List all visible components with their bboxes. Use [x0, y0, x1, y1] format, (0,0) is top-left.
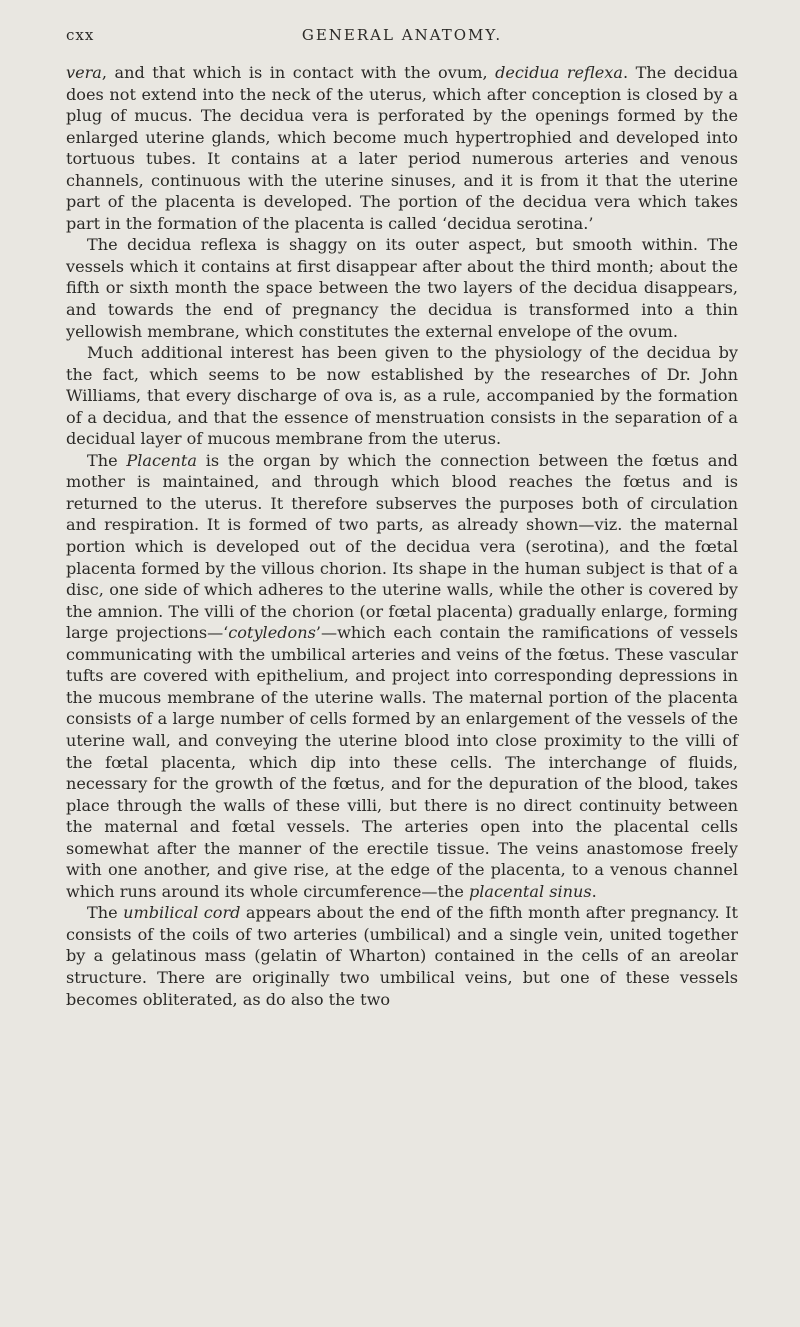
paragraph-physiology: Much additional interest has been given to the physiology of the decidua by the fact, which seems to be now established by the researches of Dr. John Williams, that every discharge of ova is, as a rule, accompanied by the formation of a decidua, and that the essence of menstruation consists in the separation of a decidual layer of mucous membrane from the uterus.: [66, 343, 738, 449]
paragraph-decidua-reflexa: The decidua reflexa is shaggy on its outer aspect, but smooth within. The vessels which it contains at first disappear after about the third month; about the fifth or sixth month the space between the two layers of the decidua disappears, and towards the end of pregnancy the decidua is transformed into a thin yellowish membrane, which constitutes the external envelope of the ovum.: [66, 235, 738, 341]
body-text: [66, 62, 738, 1010]
term-placental-sinus: placental sinus: [468, 881, 592, 901]
term-umbilical-cord: umbilical cord: [123, 903, 241, 923]
paragraph-placenta: The Placenta is the organ by which the connection between the fœtus and mother is maintained, and through which blood reaches the fœtus and is returned to the uterus. It therefore subserves the purposes both of circulation and respiration. It is formed of two parts, as already shown—viz. the maternal portion which is developed out of the decidua vera (serotina), and the fœtal placenta formed by the villous chorion. Its shape in the human subject is that of a disc, one side of which adheres to the uterine walls, while the other is covered by the amnion. The villi of the chorion (or fœtal placenta) gradually enlarge, forming large projections—‘cotyledons’—which each contain the ramifications of vessels communicating with the umbilical arteries and veins of the fœtus. These vascular tufts are covered with epithelium, and project into corresponding depressions in the mucous membrane of the uterine walls. The maternal portion of the placenta consists of a large number of cells formed by an enlargement of the vessels of the uterine wall, and conveying the uterine blood into close proximity to the villi of the fœtal placenta, which dip into these cells. The interchange of fluids, necessary for the growth of the fœtus, and for the depuration of the blood, takes place through the walls of these villi, but there is no direct continuity between the maternal and fœtal vessels. The arteries open into the placental cells somewhat after the manner of the erectile tissue. The veins anastomose freely with one another, and give rise, at the edge of the placenta, to a venous channel which runs around its whole circumference—the placental sinus.: [66, 450, 738, 901]
running-head: [66, 22, 738, 52]
term-vera: vera: [66, 63, 102, 82]
term-cotyledons: cotyledons: [228, 623, 316, 643]
page-number: cxx: [66, 26, 95, 44]
term-placenta: Placenta: [126, 450, 197, 470]
running-title: GENERAL ANATOMY.: [301, 26, 503, 44]
paragraph-umbilical-cord: The umbilical cord appears about the end of the fifth month after pregnancy. It consists of the coils of two arteries (umbilical) and a single vein, united together by a gelatinous mass (gelatin of Wharton) contained in the cells of an areolar structure. There are originally two umbilical veins, but one of these vessels becomes obliterated, as do also the two: [66, 903, 738, 1009]
paragraph-decidua-vera: vera, and that which is in contact with the ovum, decidua reflexa. The decidua does not extend into the neck of the uterus, which after conception is closed by a plug of mucus. The decidua vera is perforated by the openings formed by the enlarged uterine glands, which become much hypertrophied and developed into tortuous tubes. It contains at a later period numerous arteries and venous channels, continuous with the uterine sinuses, and it is from it that the uterine part of the placenta is developed. The portion of the decidua vera which takes part in the formation of the placenta is called ‘decidua serotina.’: [66, 63, 738, 233]
term-decidua-reflexa: decidua reflexa: [495, 63, 623, 82]
